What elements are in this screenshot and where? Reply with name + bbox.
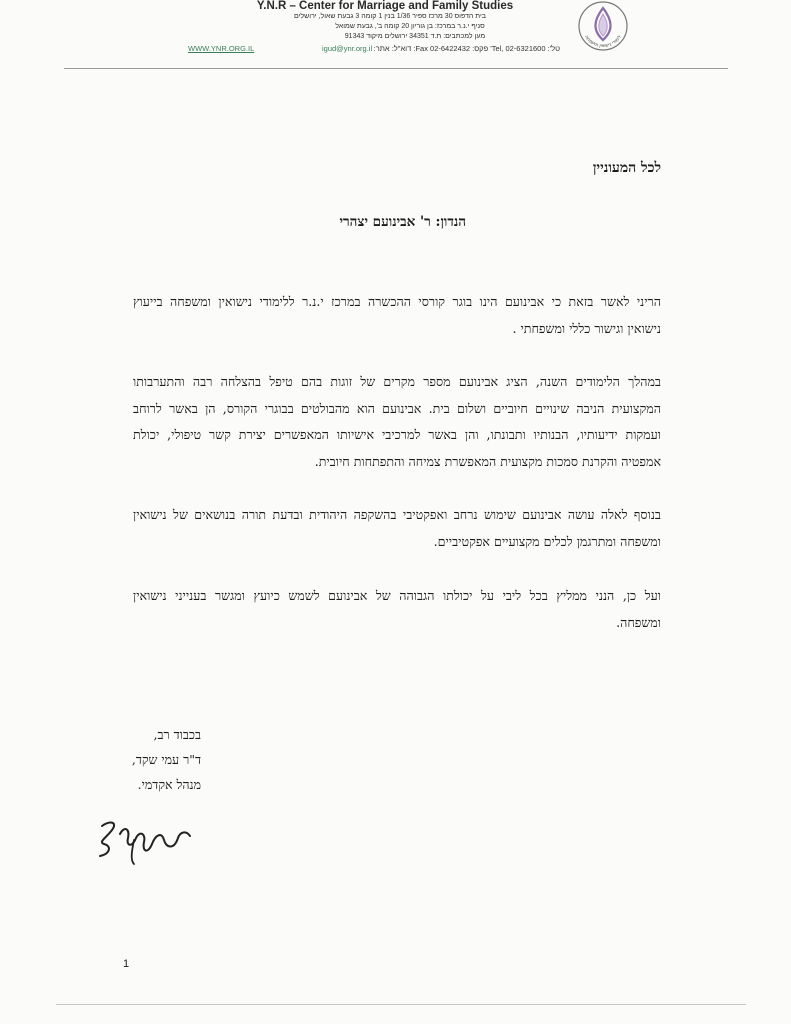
subject-line: הנדון: ר' אבינועם יצהרי	[339, 214, 466, 230]
letterhead	[0, 0, 791, 80]
paragraph-certification	[133, 289, 661, 342]
paragraph-jewish-outlook	[133, 502, 661, 555]
paragraph-line: נישואין וגישור כללי ומשפחתי .	[512, 320, 661, 336]
signer-title: מנהל אקדמי.	[137, 777, 201, 792]
letterhead-address-3: מען למכתבים: ת.ד 34351 ירושלים מיקוד 91343	[344, 33, 486, 40]
closing-block	[132, 722, 201, 797]
logo-caption: לימודי נישואין ומשפחה	[583, 34, 623, 50]
paragraph-line: אמפטיה והקרנת סמכות מקצועית המאפשרת צמיחה והתפתחות חיובית.	[314, 453, 661, 469]
paragraph-line: ומשפחה.	[616, 614, 661, 630]
website-link[interactable]: WWW.YNR.ORG.IL	[188, 44, 255, 53]
letterhead-title: Y.N.R – Center for Marriage and Family Studies	[256, 0, 514, 12]
letterhead-contact	[180, 44, 560, 55]
paragraph-line: ועל כן, הנני ממליץ בכל ליבי על יכולתו הגבוהה של אבינועם לשמש כיועץ ומגשר בענייני נישואין	[133, 588, 661, 603]
handwritten-signature	[90, 812, 200, 868]
closing-regards: בכבוד רב,	[153, 727, 201, 742]
email-link[interactable]: igud@ynr.org.il	[322, 44, 373, 53]
paragraph-line: בנוסף לאלה עושה אבינועם שימוש נרחב ואפקטיבי בהשקפה היהודית ובדעת תורה בנושאים של נישואין	[133, 507, 661, 522]
signer-name: ד"ר עמי שקד,	[131, 752, 201, 767]
paragraph-recommendation	[133, 583, 661, 636]
paragraph-line: במהלך הלימודים השנה, הציג אבינועם מספר מקרים של זוגות בהם טיפל בהצלחה רבה והתערבותו	[133, 374, 661, 389]
ynr-logo-icon	[574, 0, 632, 52]
letterhead-address-2: סניף י.נ.ר במרכז: בן גוריון 20 קומה ב', גבעת שמואל	[335, 23, 485, 30]
footer-divider	[56, 1004, 746, 1005]
paragraph-line: ומשפחה ומתרגמן לכלים מקצועיים אפקטיביים.	[433, 533, 661, 549]
paragraph-performance	[133, 369, 661, 475]
page-number: 1	[123, 958, 130, 970]
paragraph-line: המקצועית הניבה שינויים חיוביים ושלום בית. אבינועם הוא מהבולטים בבוגרי הקורס, הן באשר לרוחב	[133, 400, 661, 416]
paragraph-line: ועמקות ידיעותיו, הבנותיו ותבונתו, והן באשר למרכיבי אישיותו המאפשרים יצירת קשר טיפולי, יכולת	[133, 427, 661, 442]
salutation: לכל המעוניין	[592, 160, 661, 176]
contact-numbers: טל': 02-6321600 ,Tel' פקס: 02-6422432 Fax: דוא"ל: אתר:	[373, 44, 560, 53]
paragraph-line: הריני לאשר בזאת כי אבינועם הינו בוגר קורסי ההכשרה במרכז י.נ.ר ללימודי נישואין ומשפחה בייעוץ	[133, 294, 661, 309]
letterhead-divider	[64, 68, 728, 69]
letterhead-address-1: בית הדפוס 30 מרכז ספיר 1/36 בנין 1 קומה 3 גבעת שאול, ירושלים	[294, 13, 486, 20]
